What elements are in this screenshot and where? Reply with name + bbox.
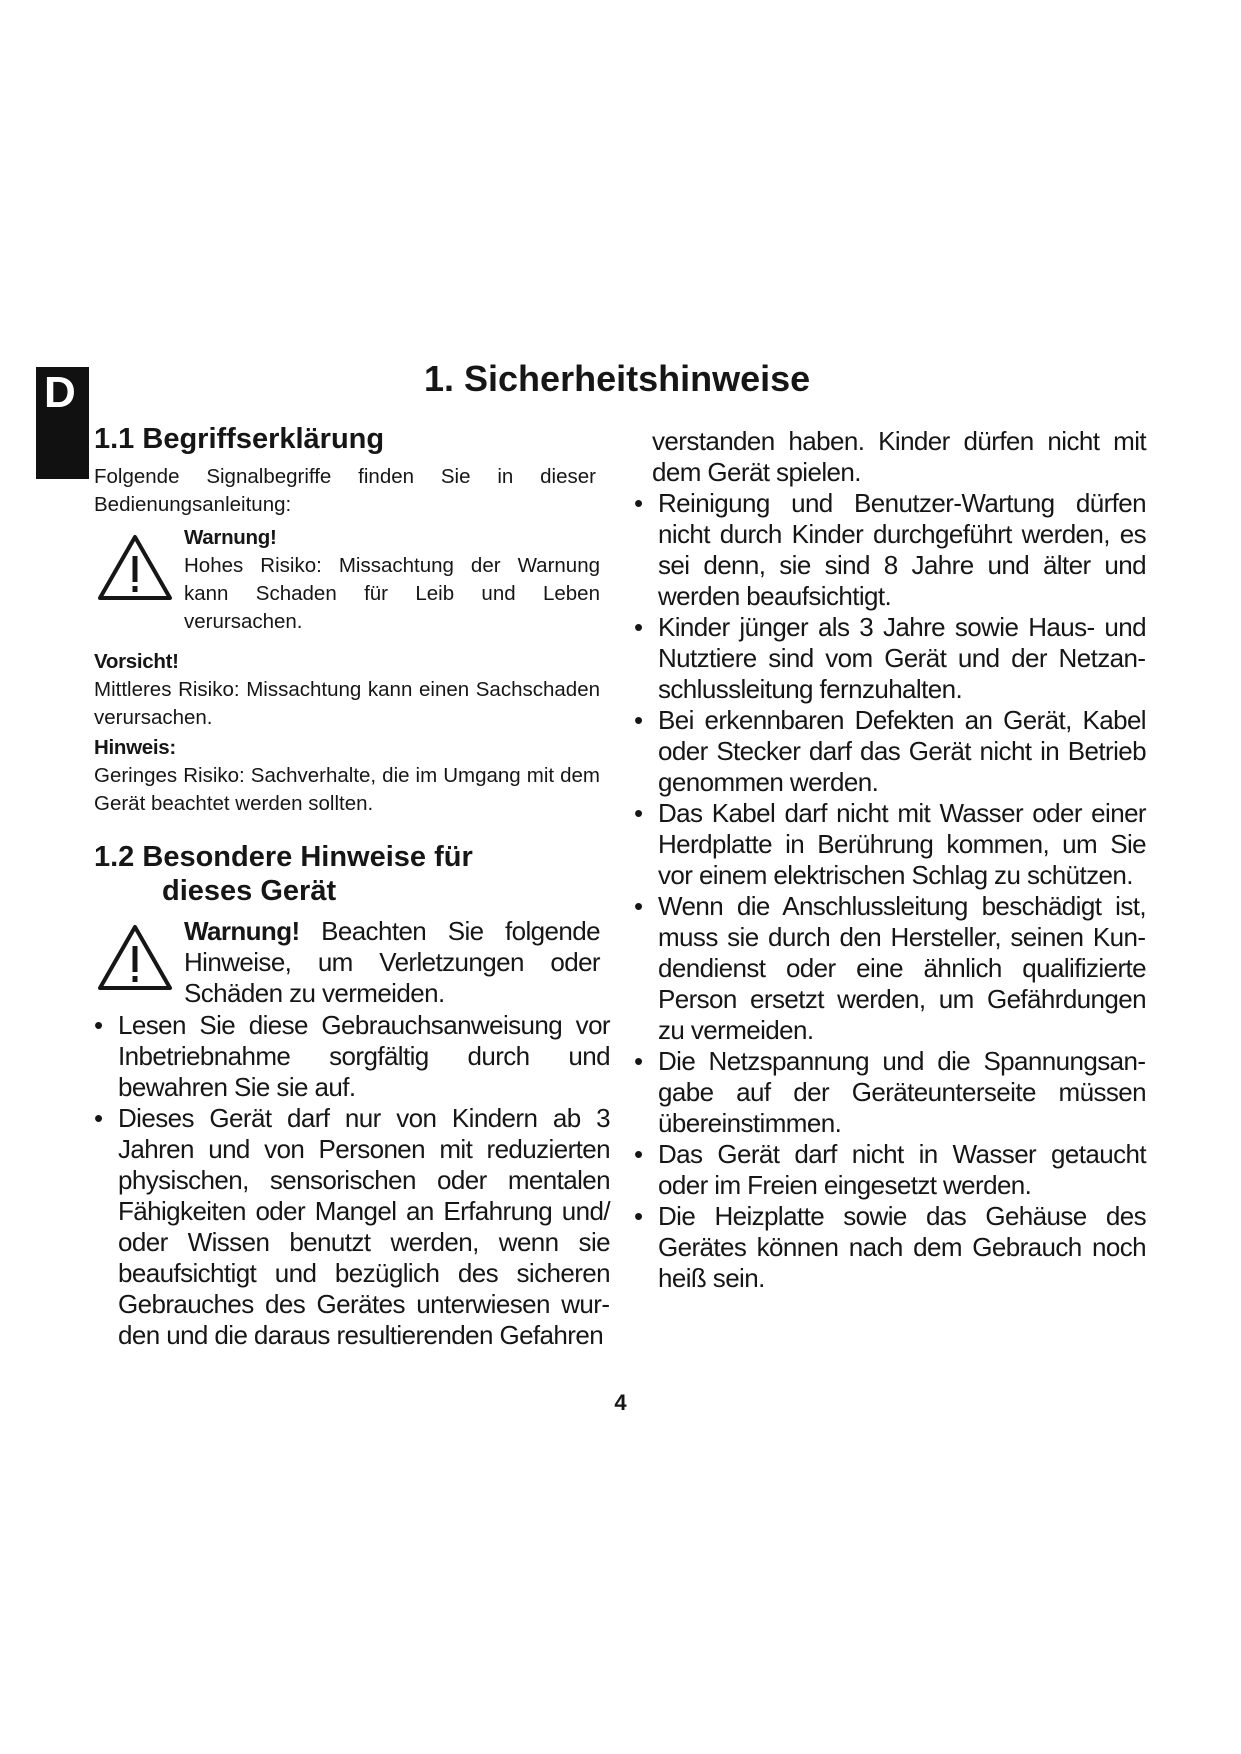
continuation-text: verstanden haben. Kinder dürfen nicht mit dem Gerät spielen. — [652, 426, 1146, 487]
section-heading-1-2-line2: dieses Gerät — [162, 875, 337, 907]
note-text: Geringes Risiko: Sachverhalte, die im Umgang mit dem Gerät beachtet werden sollten. — [94, 764, 600, 815]
language-tab-label: D — [44, 368, 76, 417]
section-heading-1-2-line1: 1.2 Besondere Hinweise für — [94, 841, 473, 873]
page-title: 1. Sicherheitshinweise — [424, 358, 811, 399]
caution-label: Vorsicht! — [94, 650, 179, 673]
section-heading-1-1: 1.1 Begriffserklärung — [94, 423, 385, 455]
page-number: 4 — [614, 1390, 627, 1415]
special-warning — [184, 916, 600, 1009]
special-warning-text: Beachten Sie folgende Hinweise, um Verletzungen oder Schäden zu vermeiden. — [184, 916, 600, 1008]
list-item: • Die Heizplatte sowie das Gehäuse des Gerätes können nach dem Gebrauch noch heiß sein. — [634, 1201, 1146, 1294]
warning-label: Warnung! — [184, 526, 277, 549]
list-item: • Wenn die Anschlussleitung beschädigt ist, muss sie durch den Hersteller, seinen Kundendienst oder eine ähnlich qualifizierte Person ersetzt werden, um Gefährdungen zu vermeiden. — [634, 891, 1146, 1046]
note-label: Hinweis: — [94, 736, 176, 759]
list-item: • Die Netzspannung und die Spannungsangabe auf der Geräteunterseite müssen übereinstimmen. — [634, 1046, 1146, 1139]
warning-triangle-icon — [97, 534, 173, 602]
warning-triangle-icon — [97, 924, 173, 992]
bullet-list-right — [634, 488, 1146, 1294]
list-item: • Reinigung und Benutzer-Wartung dürfen nicht durch Kinder durchgeführt werden, es sei denn, sie sind 8 Jahre und älter und werden beaufsichtigt. — [634, 488, 1146, 612]
special-warning-label: Warnung! — [184, 916, 300, 946]
list-item: • Bei erkennbaren Defekten an Gerät, Kabel oder Stecker darf das Gerät nicht in Betrieb genommen werden. — [634, 705, 1146, 798]
section-heading-1-2 — [94, 840, 473, 908]
bullet-list-left — [94, 1010, 610, 1351]
caution-text: Mittleres Risiko: Missachtung kann einen Sachschaden verursachen. — [94, 678, 600, 729]
intro-text: Folgende Signalbegriffe finden Sie in dieser Bedienungsanleitung: — [94, 465, 596, 516]
list-item: • Lesen Sie diese Gebrauchsanweisung vor Inbetriebnahme sorgfältig durch und bewahren Sie sie auf. — [94, 1010, 610, 1103]
list-item: • Das Kabel darf nicht mit Wasser oder einer Herdplatte in Berührung kommen, um Sie vor einem elektrischen Schlag zu schützen. — [634, 798, 1146, 891]
list-item: • Kinder jünger als 3 Jahre sowie Haus- und Nutztiere sind vom Gerät und der Netzanschlussleitung fernzuhalten. — [634, 612, 1146, 705]
language-tab — [36, 367, 89, 479]
warning-text: Hohes Risiko: Missachtung der Warnung kann Schaden für Leib und Leben verursachen. — [184, 554, 600, 633]
list-item: • Das Gerät darf nicht in Wasser getaucht oder im Freien eingesetzt werden. — [634, 1139, 1146, 1201]
list-item: • Dieses Gerät darf nur von Kindern ab 3 Jahren und von Personen mit reduzierten physischen, sensorischen oder mentalen Fähigkeiten oder Mangel an Erfahrung und/ oder Wissen benutzt werden, wenn sie beaufsichtigt und bezüglich des sicheren Gebrauches des Gerätes unterwiesen wurden und die daraus resultierenden Gefahren — [94, 1103, 610, 1351]
